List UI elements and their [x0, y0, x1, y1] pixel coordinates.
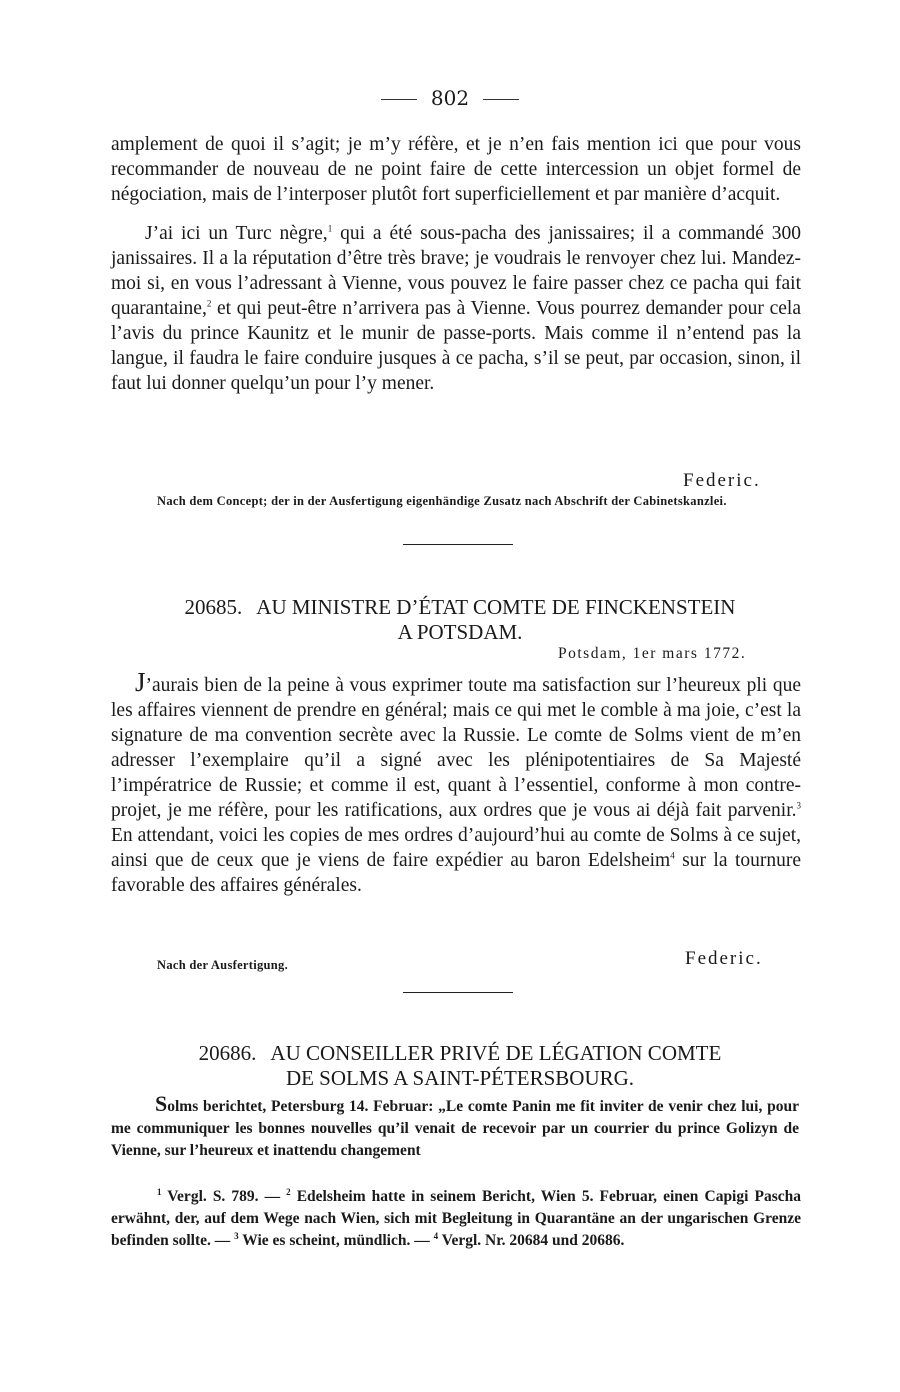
letter-20686-summary-paragraph [111, 1093, 799, 1162]
page-number: 802 [430, 86, 470, 110]
letter-20685-initial: J [135, 667, 146, 697]
footnote-mark-4: 4 [433, 1230, 439, 1241]
letter-20685-source-note: Nach der Ausfertigung. [157, 958, 289, 972]
letter-20685-body-part-a: ’aurais bien de la peine à vous exprimer toute ma satisfaction sur l’heureux pli que les affaires viennent de prendre en général; mais ce qui met le comble à ma joie, c’est la signature de ma convention secrète avec la Russie. Le comte de Solms vient de m’en adresser l’exemplaire qu’il a signé avec les plénipotentiaires de Sa Majesté l’impératrice de Russie; et comme il est, quant à l’essentiel, conforme à mon contre-projet, je me réfère, pour les ratifications, aux ordres que je vous ai déjà fait parvenir. [111, 675, 801, 821]
footnote-3: Wie es scheint, mündlich. — [238, 1232, 434, 1249]
letter-20686-title-line-1 [110, 1041, 810, 1066]
footnote-1: Vergl. S. 789. — [161, 1188, 287, 1205]
footnotes [111, 1186, 801, 1252]
letter-20685-number: 20685. [184, 595, 243, 619]
footnote-ref-4: 4 [670, 850, 675, 861]
letter-20686-initial: S [155, 1091, 168, 1116]
letter-20686-title-line-2: DE SOLMS A SAINT-PÉTERSBOURG. [285, 1066, 635, 1090]
footnote-2: Edelsheim hatte in seinem Bericht, Wien 5. Februar, einen Capigi Pascha erwähnt, der, auf dem Wege nach Wien, sich mit Begleitung in Quarantäne an der ungarischen Grenze befinden sollte. — [111, 1188, 801, 1249]
previous-letter-signature: Federic. [683, 470, 761, 491]
page-number-dash-left [381, 99, 417, 100]
letter-20685-body-part-c: sur la tournure favorable des affaires générales. [111, 850, 801, 896]
letter-20685-title: AU MINISTRE D’ÉTAT COMTE DE FINCKENSTEIN [256, 595, 736, 619]
letter-20685-body-part-b: En attendant, voici les copies de mes ordres d’aujourd’hui au comte de Solms à ce sujet, ainsi que de ceux que je viens de faire expédier au baron Edelsheim [111, 825, 801, 871]
previous-letter-paragraph-2 [111, 221, 801, 396]
footnote-ref-3: 3 [796, 800, 801, 811]
letter-20685-signature: Federic. [685, 948, 763, 969]
previous-letter-source-note: Nach dem Concept; der in der Ausfertigung eigenhändige Zusatz nach Abschrift der Cabinetskanzlei. [157, 494, 727, 508]
paragraph-2-part-c: et qui peut-être n’arrivera pas à Vienne. Vous pourrez demander pour cela l’avis du prince Kaunitz et le munir de passe-ports. Mais comme il n’entend pas la langue, il faudra le faire conduire jusques à ce pacha, s’il se peut, par occasion, sinon, il faut lui donner quelqu’un pour l’y mener. [111, 298, 801, 394]
letter-20685-title-line-1 [120, 595, 800, 620]
footnotes-paragraph [111, 1186, 801, 1252]
paragraph-2-part-a: J’ai ici un Turc nègre, [145, 223, 328, 244]
letter-20686-title: AU CONSEILLER PRIVÉ DE LÉGATION COMTE [270, 1041, 722, 1065]
letter-20685-place-date: Potsdam, 1er mars 1772. [558, 645, 747, 662]
letter-20685-heading [120, 595, 800, 645]
letter-20685-title-line-2: A POTSDAM. [397, 620, 523, 644]
letter-20686-summary [111, 1093, 799, 1162]
section-divider-1 [403, 544, 513, 545]
page-number-line [0, 86, 900, 110]
section-divider-2 [403, 992, 513, 993]
letter-20686-number: 20686. [198, 1041, 257, 1065]
letter-20685-paragraph [111, 667, 801, 898]
footnote-ref-2: 2 [206, 298, 212, 309]
previous-letter-body [111, 132, 801, 396]
footnote-mark-2: 2 [286, 1186, 291, 1197]
letter-20686-summary-text: olms berichtet, Petersburg 14. Februar: „Le comte Panin me fit inviter de venir chez lui, pour me communiquer les bonnes nouvelles qu’il venait de recevoir par un courrier du prince Golizyn de Vienne, sur l’heureux et inattendu changement [111, 1098, 799, 1159]
paragraph-2-part-b: qui a été sous-pacha des janissaires; il a commandé 300 janissaires. Il a la réputation d’être très brave; je voudrais le renvoyer chez lui. Mandez-moi si, en vous l’adressant à Vienne, vous pouvez le faire passer chez ce pacha qui fait quarantaine, [111, 223, 801, 319]
page-number-dash-right [483, 99, 519, 100]
footnote-mark-3: 3 [234, 1230, 239, 1241]
letter-20685-body [111, 667, 801, 898]
footnote-4: Vergl. Nr. 20684 und 20686. [438, 1232, 625, 1249]
footnote-ref-1: 1 [327, 223, 333, 234]
footnote-mark-1: 1 [157, 1186, 162, 1197]
previous-letter-paragraph-1: amplement de quoi il s’agit; je m’y réfère, et je n’en fais mention ici que pour vous recommander de nouveau de ne point faire de cette intercession un objet formel de négociation, mais de l’interposer plutôt fort superficiellement et par manière d’acquit. [111, 134, 801, 205]
letter-20686-heading [110, 1041, 810, 1091]
